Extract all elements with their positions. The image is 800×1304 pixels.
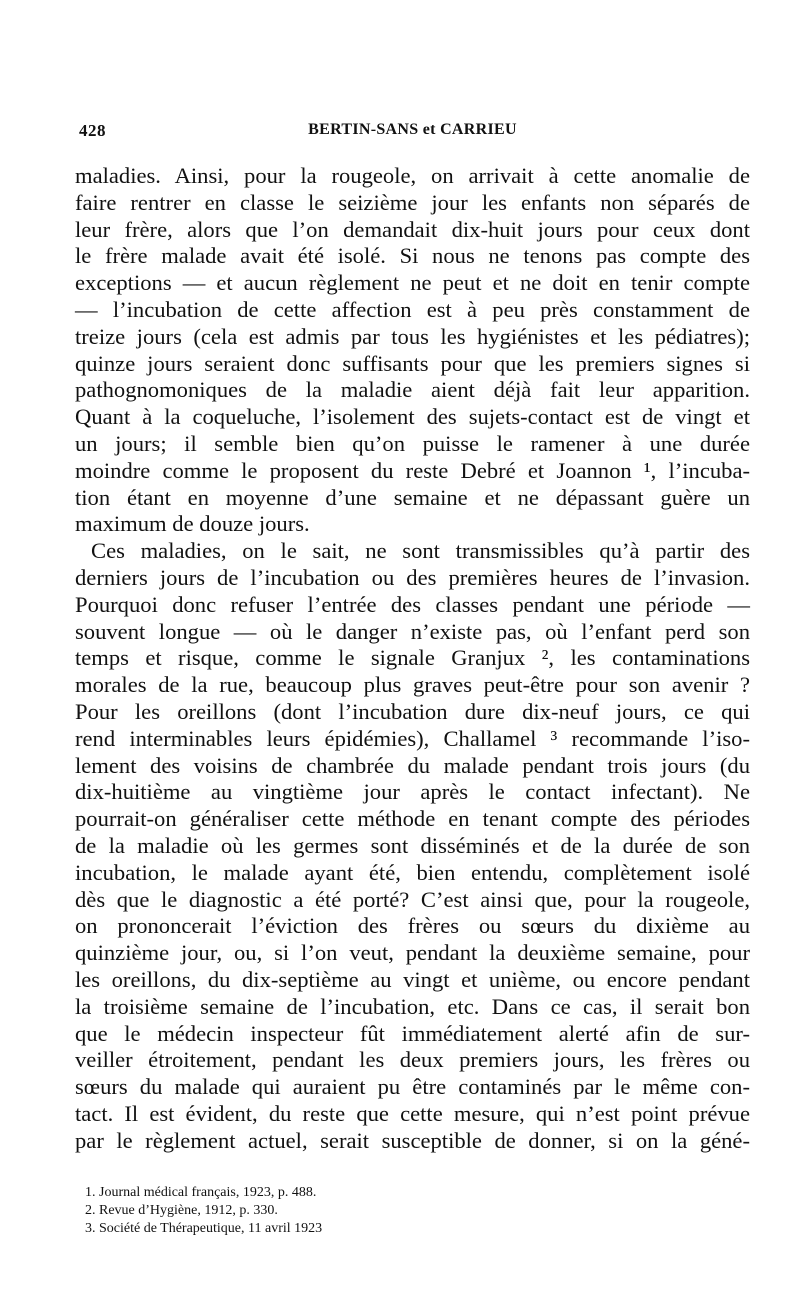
text-line: moindre comme le proposent du reste Debré et Joannon ¹, l’incuba- — [75, 457, 750, 483]
text-line: maladies. Ainsi, pour la rougeole, on arrivait à cette anomalie de — [75, 163, 750, 188]
text-line: tact. Il est évident, du reste que cette mesure, qui n’est point prévue — [75, 1100, 750, 1126]
text-line: exceptions — et aucun règlement ne peut et ne doit en tenir compte — [75, 270, 750, 296]
page-header — [75, 121, 750, 145]
text-line: on prononcerait l’éviction des frères ou sœurs du dixième au — [75, 913, 750, 939]
text-line: incubation, le malade ayant été, bien entendu, complètement isolé — [75, 859, 750, 885]
text-line: Pour les oreillons (dont l’incubation dure dix-neuf jours, ce qui — [75, 698, 750, 724]
text-line: de la maladie où les germes sont disséminés et de la durée de son — [75, 832, 750, 858]
text-line: souvent longue — où le danger n’existe pas, où l’enfant perd son — [75, 618, 750, 644]
text-line: Quant à la coqueluche, l’isolement des sujets-contact est de vingt et — [75, 404, 750, 430]
text-line: leur frère, alors que l’on demandait dix-huit jours pour ceux dont — [75, 216, 750, 242]
text-line: le frère malade avait été isolé. Si nous ne tenons pas compte des — [75, 243, 750, 269]
footnote: 2. Revue d’Hygiène, 1912, p. 330. — [85, 1203, 278, 1218]
text-line: quinzième jour, ou, si l’on veut, pendant la deuxième semaine, pour — [75, 940, 750, 966]
footnotes — [75, 1184, 675, 1238]
body-text — [75, 163, 750, 1154]
text-line: sœurs du malade qui auraient pu être contaminés par le même con- — [75, 1074, 750, 1100]
text-line: temps et risque, comme le signale Granjux ², les contaminations — [75, 645, 750, 671]
footnote: 3. Société de Thérapeutique, 11 avril 1923 — [85, 1221, 323, 1236]
text-line: treize jours (cela est admis par tous les hygiénistes et les pédiatres); — [75, 323, 750, 349]
text-line: veiller étroitement, pendant les deux premiers jours, les frères ou — [75, 1047, 750, 1073]
page-number: 428 — [79, 121, 106, 140]
text-line: dès que le diagnostic a été porté? C’est ainsi que, pour la rougeole, — [75, 886, 750, 912]
text-line: la troisième semaine de l’incubation, etc. Dans ce cas, il serait bon — [75, 993, 750, 1019]
text-line: par le règlement actuel, serait susceptible de donner, si on la géné- — [75, 1127, 750, 1153]
text-line: derniers jours de l’incubation ou des premières heures de l’invasion. — [75, 564, 750, 590]
running-head: BERTIN-SANS et CARRIEU — [308, 121, 517, 138]
text-line: faire rentrer en classe le seizième jour les enfants non séparés de — [75, 189, 750, 215]
text-line: Pourquoi donc refuser l’entrée des classes pendant une période — — [75, 591, 750, 617]
text-line: un jours; il semble bien qu’on puisse le ramener à une durée — [75, 430, 750, 456]
text-line: rend interminables leurs épidémies), Challamel ³ recommande l’iso- — [75, 725, 750, 751]
text-line: pourrait-on généraliser cette méthode en tenant compte des périodes — [75, 806, 750, 832]
text-line: — l’incubation de cette affection est à peu près constamment de — [75, 296, 750, 322]
text-line: que le médecin inspecteur fût immédiatement alerté afin de sur- — [75, 1020, 750, 1046]
text-line: les oreillons, du dix-septième au vingt et unième, ou encore pendant — [75, 966, 750, 992]
text-line: pathognomoniques de la maladie aient déjà fait leur apparition. — [75, 377, 750, 403]
text-line: morales de la rue, beaucoup plus graves peut-être pour son avenir ? — [75, 672, 750, 698]
footnote: 1. Journal médical français, 1923, p. 488. — [85, 1185, 317, 1200]
text-line: quinze jours seraient donc suffisants pour que les premiers signes si — [75, 350, 750, 376]
text-line: lement des voisins de chambrée du malade pendant trois jours (du — [75, 752, 750, 778]
text-line: maximum de douze jours. — [75, 511, 310, 537]
text-line: dix-huitième au vingtième jour après le contact infectant). Ne — [75, 779, 750, 805]
paragraph-start-line: Ces maladies, on le sait, ne sont transmissibles qu’à partir des — [91, 538, 750, 564]
text-line: tion étant en moyenne d’une semaine et ne dépassant guère un — [75, 484, 750, 510]
